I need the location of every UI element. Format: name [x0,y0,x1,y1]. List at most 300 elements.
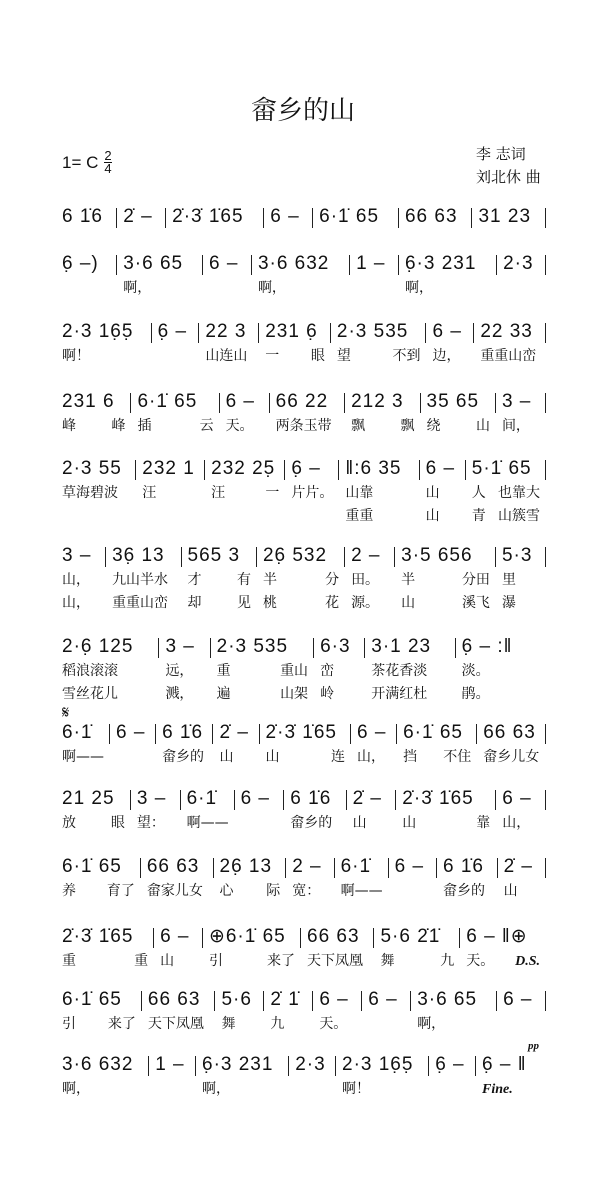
notes: 2̇ 1̇ [270,989,300,1010]
lyric-syllable: 畲家儿女 [146,883,203,899]
lyric-syllable: 啊！ [342,1081,370,1097]
measure [331,319,427,368]
lyric-line [62,812,125,835]
lyric-syllable: 山 [425,485,440,501]
lyric-syllable: 啊， [404,280,433,296]
lyric-syllable: 山 [160,953,175,969]
lyric-syllable: 半 [262,572,277,588]
notes: 6 – [502,788,532,809]
notes: 6·1̇ [62,722,93,743]
lyric-syllable: 来了 [107,1016,136,1032]
measure [166,204,264,253]
lyric-syllable: 连 [331,749,346,765]
lyric-line [62,746,104,769]
measure [399,251,497,300]
measure [429,1052,476,1101]
lyric-line [263,592,339,615]
lyric-syllable: 田。 [351,572,380,588]
measure [365,634,455,706]
time-bottom: 4 [104,161,112,176]
notes: 2·3 535 [216,636,289,657]
lyric-syllable: 茶花香淡 [371,663,428,679]
lyric-line [258,277,344,300]
notes: 231 6̣ [265,321,318,342]
notes: 6 – [116,722,146,743]
lyric-syllable: 鹃。 [461,686,490,702]
lyric-line [368,1013,405,1036]
notes: 6̣ – [157,321,188,342]
score-system [62,720,546,769]
lyricist-credit: 李 志词 [476,145,526,163]
lyric-syllable: 重重山峦 [480,348,537,364]
lyric-line [337,345,421,368]
measure [264,987,313,1036]
lyric-syllable: 重重 [345,508,374,524]
notes: 36̣ 13 [112,545,165,566]
lyric-syllable: 片 [291,485,306,501]
score-system [62,319,546,368]
lyric-line [62,880,135,903]
notes: 6̣ –) [62,253,99,274]
notes: 6̣·3 231 [404,253,477,274]
notes: 6 – [209,253,239,274]
lyric-line [211,482,279,505]
notes: 1 – [356,253,386,274]
score-system [62,786,546,835]
lyric-line [466,950,540,973]
measure [496,543,546,615]
lyric-line [462,660,540,683]
lyric-syllable: 天。 [466,953,495,969]
notes: 6·1̇ [340,856,372,877]
lyric-line [504,880,540,903]
lyric-syllable: 插 [137,418,152,434]
lyric-syllable: 山 [503,883,518,899]
lyric-syllable: 汪 [142,485,157,501]
lyric-line [427,415,490,438]
measure [181,786,235,835]
lyric-syllable: 放 [62,815,76,831]
measure [199,319,259,368]
measure [347,786,397,835]
lyric-syllable: 里 [501,572,516,588]
measure [110,720,156,769]
notes: 66 22 [275,391,329,412]
lyric-syllable: 养 [62,883,76,899]
lyric-line [123,230,160,253]
lyric-syllable: 眼 [110,815,125,831]
notes: 26̣ 532 [262,545,328,566]
lyric-line [62,683,153,706]
lyric-line [263,569,339,592]
lyric-syllable: 山 [402,815,417,831]
lyric-line [345,482,413,505]
lyric-line [353,812,391,835]
measure [264,204,313,253]
lyric-line [371,683,449,706]
lyric-line [62,1013,136,1036]
notes: 22 3 [205,321,247,342]
measure [131,786,181,835]
measure [389,854,437,903]
lyric-syllable: 挡 [403,749,418,765]
measure [154,924,203,973]
lyric-syllable: 片。 [305,485,334,501]
lyric-line [319,1013,356,1036]
measure [117,204,166,253]
notes: 1 – [155,1054,185,1075]
notes: 6·1̇ 65 [62,989,122,1010]
notes: 66 63 [147,989,201,1010]
measure [149,1052,196,1101]
notes: 6̣·3 231 [202,1054,274,1075]
lyric-line [472,505,540,528]
measure [203,251,252,300]
lyric-syllable: 畲乡的 [162,749,205,765]
lyric-syllable: 有 [236,572,251,588]
lyric-syllable: 啊， [257,280,286,296]
measure [182,543,257,615]
notes: 2·3 535 [336,321,409,342]
lyric-syllable: 啊—— [340,883,383,899]
notes: 2·3 55 [62,458,122,479]
measure [476,1052,546,1101]
lyric-syllable: 间， [501,418,530,434]
lyric-syllable: 啊—— [62,749,104,765]
lyric-line [276,415,339,438]
measure [345,389,420,438]
lyric-syllable: 两条玉带 [275,418,332,434]
score-system [62,389,546,438]
lyric-line [483,746,540,769]
measure [62,389,131,438]
lyric-syllable: 淡。 [461,663,490,679]
lyric-syllable: 山 [401,595,416,611]
lyric-syllable: 山架 [280,686,309,702]
lyric-syllable: 飘 [400,418,415,434]
notes: 3 – [62,545,92,566]
measure [335,854,389,903]
lyric-line [123,277,197,300]
notes: 3·5 656 [401,545,473,566]
lyric-syllable: 九 [440,953,455,969]
measure [62,720,110,769]
lyric-syllable: 山， [62,572,90,588]
notes: 5·1̇ 65 [471,458,532,479]
measure [289,1052,336,1101]
notes: 2̇·3̇ 1̇65 [62,926,134,947]
lyric-line [307,950,368,973]
lyric-syllable: 云 [199,418,214,434]
notes: 6 – [240,788,270,809]
measure [156,720,213,769]
measure [257,543,345,615]
lyric-syllable: 见 [236,595,251,611]
notes: 66 63 [483,722,536,743]
lyric-line [162,746,207,769]
time-top: 2 [104,148,112,163]
notes: 2·3 16̣5̣ [342,1054,414,1075]
notes: 6·1̇ [186,788,218,809]
lyric-line [417,1013,491,1036]
lyric-line [480,345,540,368]
notes: 2·3 16̣5̣ [62,321,134,342]
lyric-syllable: 山 [352,815,367,831]
score-system [62,456,546,528]
lyric-syllable: 重 [134,953,149,969]
notes: 232 1 [142,458,195,479]
measure [196,1052,289,1101]
measure [420,456,466,528]
measure [203,924,301,973]
lyric-syllable: 来了 [267,953,295,969]
lyric-line [62,660,153,683]
measure [205,456,285,528]
lyric-line [356,277,393,300]
measure [213,720,259,769]
lyric-line [220,880,281,903]
lyric-line [147,880,208,903]
key-signature [62,150,112,175]
lyric-syllable: 天。 [225,418,254,434]
measure [497,251,546,300]
measure [284,786,346,835]
lyric-syllable: 分田 [461,572,490,588]
notes: 2̇·3̇ 1̇65 [265,722,337,743]
segno-sign: 𝄋 [62,703,70,723]
lyric-line [295,1078,330,1101]
lyric-line [345,505,413,528]
lyric-line [142,482,199,505]
lyric-line [62,345,146,368]
measure [339,456,419,528]
lyric-syllable: 才 [187,572,202,588]
lyric-syllable: 峰 [111,418,126,434]
measure [62,1052,149,1101]
score-system [62,251,546,300]
lyric-line [443,880,492,903]
lyric-line [292,880,328,903]
notes: 231 6 [62,391,115,412]
lyric-line [62,569,100,592]
notes: 2̇ – [219,722,249,743]
lyric-line [502,569,540,592]
lyric-line [137,812,175,835]
lyric-line [405,230,467,253]
lyric-line [502,812,540,835]
lyric-line [241,812,279,835]
lyric-line [112,569,175,592]
lyric-line [290,812,340,835]
notes: 6̣ – ‖ [482,1054,527,1075]
lyric-syllable: 瀑 [501,595,516,611]
measure [142,987,216,1036]
lyric-syllable: 天。 [319,1016,348,1032]
lyric-line [402,812,490,835]
lyric-line [62,482,130,505]
notes: 6·1̇ 65 [62,856,122,877]
measure [214,854,287,903]
lyric-syllable: 岭 [320,686,335,702]
lyric-syllable: 山靠 [345,485,374,501]
lyric-syllable: 不到 [392,348,421,364]
measure [336,1052,429,1101]
notes: 21 25 [62,788,115,809]
notes: 2̇ – [503,856,533,877]
notes: 6 – [503,989,533,1010]
lyric-line [401,592,490,615]
measure [421,389,496,438]
lyric-line [351,592,389,615]
measure [456,634,546,706]
lyric-syllable: D.S. [515,954,540,969]
lyric-line [502,415,540,438]
measure [374,924,460,973]
lyric-line [158,345,194,368]
notes: 5·6 2̇1̇ [380,926,441,947]
lyric-syllable: 重 [62,953,76,969]
lyric-line [62,592,100,615]
lyric-line [320,683,359,706]
notes: 3 – [136,788,167,809]
measure [62,251,117,300]
measure [152,319,200,368]
lyric-syllable: 远， [165,663,194,679]
measure [345,543,395,615]
lyric-syllable: 眼 [310,348,325,364]
notes: 6 1̇6 [290,788,332,809]
lyric-syllable: 遍 [216,686,231,702]
lyric-syllable: 啊， [62,1081,90,1097]
lyric-line [351,569,389,592]
lyric-syllable: 山 [475,418,490,434]
measure [351,720,397,769]
lyric-line [270,230,307,253]
measure [313,987,362,1036]
lyric-syllable: 啊！ [62,348,90,364]
measure [411,987,497,1036]
lyric-line [462,683,540,706]
measure [62,786,131,835]
lyric-syllable: 草海碧波 [62,485,118,501]
measure [215,987,264,1036]
notes: 6 – [160,926,190,947]
lyric-line [62,277,111,300]
notes: 5·3 [501,545,533,566]
lyric-syllable: 桃 [262,595,277,611]
notes: 2 – [351,545,381,566]
lyric-syllable: 重重山峦 [112,595,169,611]
lyric-syllable: 山连山 [205,348,248,364]
lyric-line [291,505,333,528]
measure [497,987,546,1036]
score-system [62,1052,546,1101]
notes: 6 – [368,989,398,1010]
lyric-syllable: 重山 [280,663,309,679]
measure [131,389,219,438]
lyric-syllable: 九山半水 [112,572,169,588]
lyric-syllable: 畲乡的 [290,815,333,831]
lyric-syllable: 舞 [221,1016,236,1032]
lyric-line [148,1013,210,1036]
lyric-line [142,505,199,528]
notes: ‖:6 35 [345,458,402,479]
time-signature [104,150,111,175]
notes: 6 – [394,856,425,877]
lyric-line [160,950,197,973]
measure [159,634,210,706]
lyric-syllable: 山 [425,508,440,524]
measure [270,389,345,438]
measure [350,251,399,300]
lyric-syllable: 飘 [351,418,366,434]
lyric-line [426,505,460,528]
lyric-syllable: 心 [219,883,234,899]
lyric-line [478,230,540,253]
lyric-line [226,415,264,438]
measure [498,854,546,903]
lyric-syllable: 引 [62,1016,76,1032]
measure [477,720,546,769]
notes: 6 1̇6 [62,206,103,227]
measure [286,854,334,903]
notes: 6̣ – :‖ [461,636,513,657]
notes: 3 – [165,636,195,657]
notes: 2̇ – [352,788,382,809]
notes: 3·6 65 [417,989,478,1010]
measure [437,854,498,903]
lyric-syllable: 也靠大 [498,485,540,501]
lyric-line [116,746,150,769]
lyric-line [503,277,540,300]
measure [220,389,270,438]
lyric-syllable: 人 [471,485,486,501]
measure [460,924,546,973]
notes: 6·1̇ 65 [403,722,463,743]
lyric-syllable: 际 [266,883,281,899]
lyric-syllable: Fine. [482,1082,513,1097]
notes: 6 – [225,391,255,412]
lyric-syllable: 半 [401,572,416,588]
lyric-line [62,415,125,438]
lyric-syllable: 绕 [426,418,441,434]
lyric-line [357,746,391,769]
notes: 2̇·3̇ 1̇65 [402,788,474,809]
lyric-syllable: 引 [208,953,223,969]
lyric-line [502,592,540,615]
lyric-line [221,1013,258,1036]
measure [397,720,477,769]
lyric-line [403,746,471,769]
lyric-line [217,660,308,683]
measure [136,456,205,528]
lyric-syllable: 啊—— [186,815,229,831]
notes: 6̣ – [435,1054,465,1075]
measure [62,854,141,903]
notes: 6 – ‖⊕ [466,926,528,947]
measure [313,204,399,253]
lyric-syllable: 育了 [106,883,135,899]
lyric-syllable: 却 [187,595,202,611]
lyric-line [482,1078,540,1101]
score-system [62,634,546,706]
notes: 66 63 [404,206,458,227]
notes: 232 25̣ [211,458,276,479]
notes: 2·6̣ 125 [62,636,134,657]
measure [496,786,546,835]
notes: 6 – [319,989,349,1010]
lyric-syllable: 畲乡的 [443,883,486,899]
